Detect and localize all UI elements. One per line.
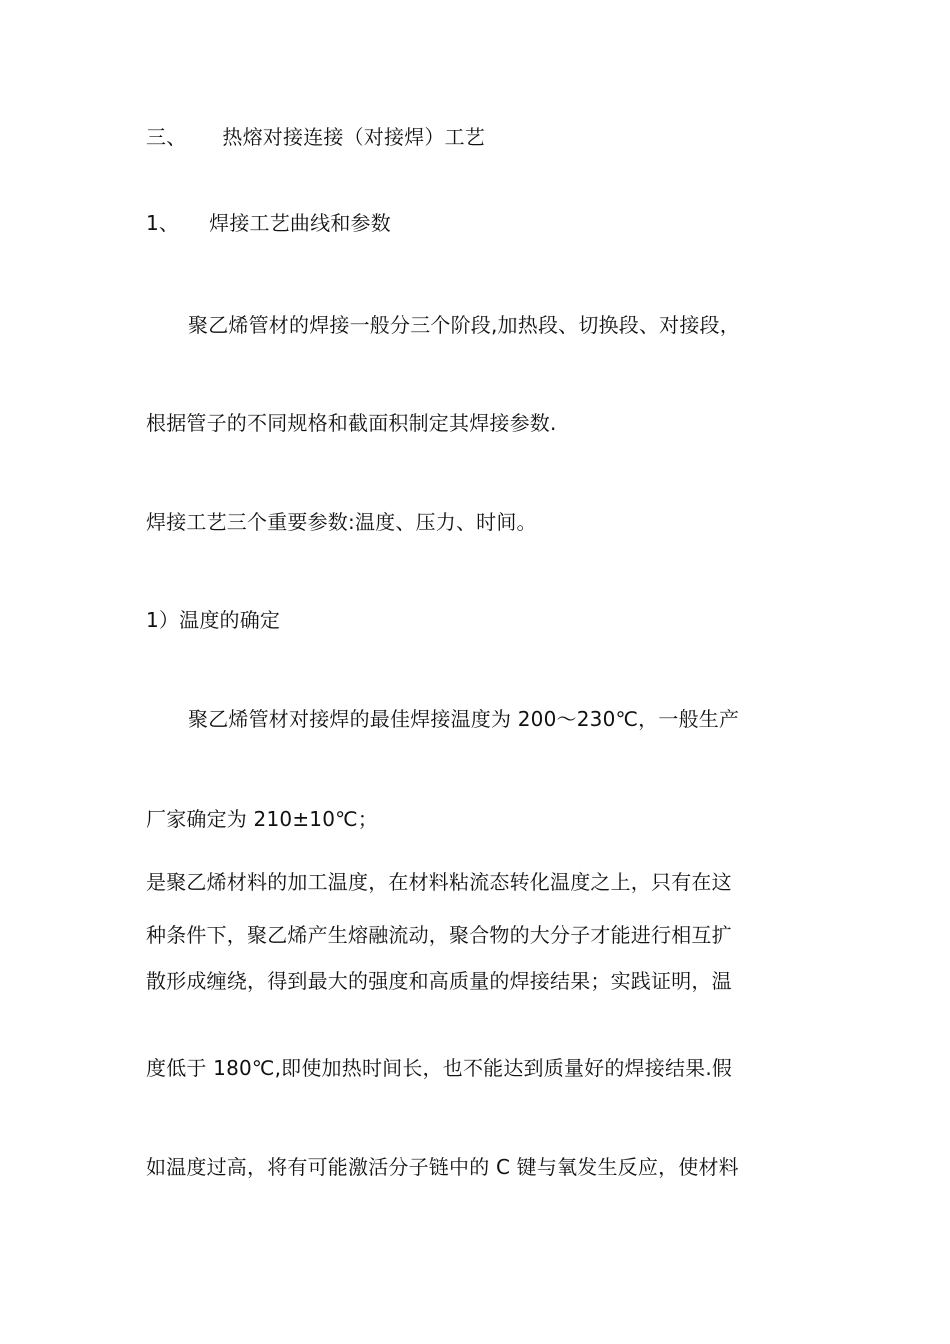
- paragraph-line-5: 聚乙烯管材对接焊的最佳焊接温度为 200～230℃，一般生产: [188, 707, 740, 731]
- paragraph-line-10: 度低于 180℃,即使加热时间长，也不能达到质量好的焊接结果.假: [146, 1056, 733, 1080]
- paragraph-line-9: 散形成缠绕，得到最大的强度和高质量的焊接结果；实践证明，温: [146, 969, 732, 993]
- subheading-title: 焊接工艺曲线和参数: [209, 211, 391, 235]
- paragraph-line-8: 种条件下，聚乙烯产生熔融流动，聚合物的大分子才能进行相互扩: [146, 923, 732, 947]
- subheading: [146, 210, 391, 236]
- parameters-line: 焊接工艺三个重要参数:温度、压力、时间。: [146, 510, 537, 534]
- paragraph-line-6: 厂家确定为 210±10℃；: [146, 807, 378, 831]
- section-heading: [146, 124, 485, 150]
- paragraph-line-2: 根据管子的不同规格和截面积制定其焊接参数.: [146, 411, 557, 435]
- paragraph-line-7: 是聚乙烯材料的加工温度，在材料粘流态转化温度之上，只有在这: [146, 870, 732, 894]
- paragraph-line-1: 聚乙烯管材的焊接一般分三个阶段,加热段、切换段、对接段，: [188, 313, 740, 337]
- subheading-number: 1、: [146, 211, 180, 235]
- temperature-heading: 1）温度的确定: [146, 608, 281, 632]
- paragraph-line-11: 如温度过高，将有可能激活分子链中的 C 键与氧发生反应，使材料: [146, 1155, 739, 1179]
- section-heading-title: 热熔对接连接（对接焊）工艺: [222, 125, 486, 149]
- section-heading-number: 三、: [146, 125, 187, 149]
